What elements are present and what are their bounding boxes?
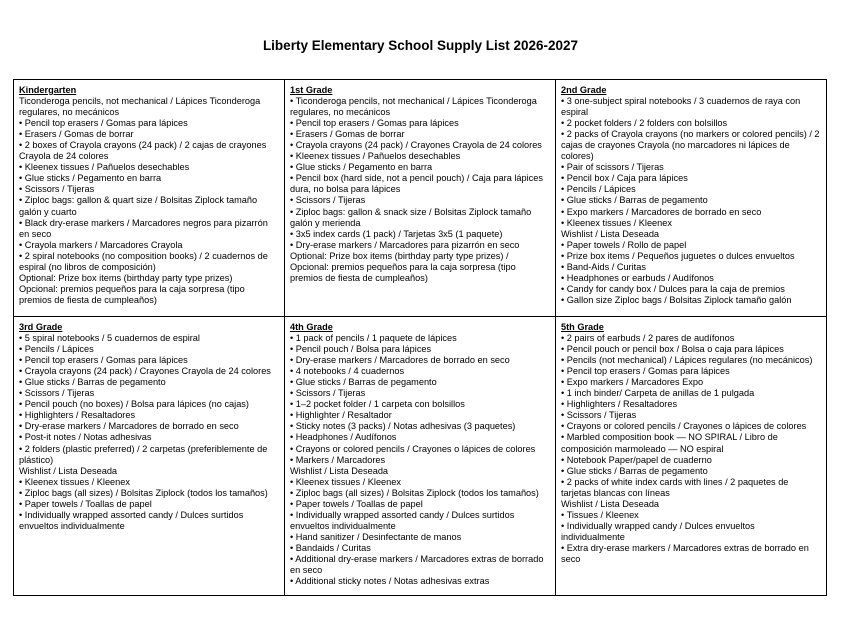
list-item: • Kleenex tissues / Pañuelos desechables <box>19 162 190 173</box>
list-item: • Scissors / Tijeras <box>19 184 95 195</box>
list-item: • Pencils / Lápices <box>19 344 94 355</box>
supply-list-table <box>13 79 827 596</box>
list-item: • 3x5 index cards (1 pack) / Tarjetas 3x5 (1 paquete) <box>290 228 503 239</box>
list-item: • Paper towels / Toallas de papel <box>19 498 152 509</box>
grade-cell-kindergarten <box>14 80 285 317</box>
list-item: • Crayons or colored pencils / Crayones o lápices de colores <box>561 421 807 432</box>
list-item: • 1 pack of pencils / 1 paquete de lápices <box>290 333 457 344</box>
list-item: Opcional: premios pequeños para la caja sorpresa (tipo premios de fiesta de cumpleaños) <box>19 283 245 305</box>
list-item: • Ziploc bags (all sizes) / Bolsitas Ziplock (todos los tamaños) <box>19 487 268 498</box>
list-item: Ticonderoga pencils, not mechanical / Lápices Ticonderoga regulares, no mecánicos <box>19 96 261 118</box>
grade-cell-5th <box>556 317 827 596</box>
list-item: • Pencil top erasers / Gomas para lápices <box>19 355 188 366</box>
list-item: • Pencil pouch (no boxes) / Bolsa para lápices (no cajas) <box>19 399 249 410</box>
page-title: Liberty Elementary School Supply List 2026-2027 <box>262 38 579 53</box>
list-item: • 5 spiral notebooks / 5 cuadernos de espiral <box>19 333 200 344</box>
list-item: • Scissors / Tijeras <box>290 388 366 399</box>
grade-heading: 2nd Grade <box>561 85 607 95</box>
list-item: • Pencil top erasers / Gomas para lápices <box>561 366 730 377</box>
list-item: Wishlist / Lista Deseada <box>19 465 118 476</box>
list-item: Wishlist / Lista Deseada <box>561 498 660 509</box>
list-item: • Pair of scissors / Tijeras <box>561 162 664 173</box>
list-item: • 2 pocket folders / 2 folders con bolsillos <box>561 118 728 129</box>
list-item: • Band-Aids / Curitas <box>561 261 646 272</box>
grade-heading: Kindergarten <box>19 85 77 95</box>
list-item: • Candy for candy box / Dulces para la caja de premios <box>561 283 785 294</box>
list-item: • Glue sticks / Pegamento en barra <box>19 173 162 184</box>
list-item: • Paper towels / Rollo de papel <box>561 239 687 250</box>
list-item: • Pencils (not mechanical) / Lápices regulares (no mecánicos) <box>561 355 813 366</box>
list-item: • Kleenex tissues / Kleenex <box>19 476 130 487</box>
list-item: • Highlighter / Resaltador <box>290 410 392 421</box>
list-item: • Glue sticks / Barras de pegamento <box>19 377 166 388</box>
list-item: • Kleenex tissues / Pañuelos desechables <box>290 151 461 162</box>
list-item: • Individually wrapped assorted candy / Dulces surtidos envueltos individualmente <box>19 509 244 531</box>
list-item: • Dry-erase markers / Marcadores de borrado en seco <box>19 421 239 432</box>
grade-cell-1st <box>285 80 556 317</box>
grade-heading: 1st Grade <box>290 85 333 95</box>
list-item: • Ziploc bags: gallon & quart size / Bolsitas Ziplock tamaño galón y cuarto <box>19 195 258 217</box>
list-item: • Pencil box / Caja para lápices <box>561 173 688 184</box>
list-item: • Post-it notes / Notas adhesivas <box>19 432 152 443</box>
list-item: • Pencils / Lápices <box>561 184 636 195</box>
list-item: Wishlist / Lista Deseada <box>561 228 660 239</box>
list-item: Optional: Prize box items (birthday party type prizes) <box>19 272 233 283</box>
list-item: • Marbled composition book — NO SPIRAL / Libro de composición marmoleado — NO espiral <box>561 432 778 454</box>
list-item: • Notebook Paper/papel de cuaderno <box>561 454 712 465</box>
list-item: • Markers / Marcadores <box>290 454 386 465</box>
list-item: • Individually wrapped assorted candy / Dulces surtidos envueltos individualmente <box>290 509 515 531</box>
list-item: • Highlighters / Resaltadores <box>19 410 136 421</box>
list-item: • 1 inch binder/ Carpeta de anillas de 1 pulgada <box>561 388 755 399</box>
list-item: • Pencil top erasers / Gomas para lápices <box>290 118 459 129</box>
list-item: • 2 folders (plastic preferred) / 2 carpetas (preferiblemente de plástico) <box>19 443 268 465</box>
list-item: • Crayola crayons (24 pack) / Crayones Crayola de 24 colores <box>290 140 542 151</box>
list-item: • Pencil top erasers / Gomas para lápices <box>19 118 188 129</box>
list-item: • Additional dry-erase markers / Marcadores extras de borrado en seco <box>290 553 544 576</box>
grade-heading: 5th Grade <box>561 322 604 332</box>
list-item: • Pencil pouch / Bolsa para lápices <box>290 344 432 355</box>
list-item: • Sticky notes (3 packs) / Notas adhesivas (3 paquetes) <box>290 421 516 432</box>
table-row <box>14 317 827 596</box>
list-item: • 2 spiral notebooks (no composition books) / 2 cuadernos de espiral (no libros de composición) <box>19 250 268 272</box>
list-item: • Pencil box (hard side, not a pencil pouch) / Caja para lápices dura, no bolsa para lápices <box>290 173 543 195</box>
list-item: Wishlist / Lista Deseada <box>290 465 389 476</box>
list-item: • Crayola markers / Marcadores Crayola <box>19 239 183 250</box>
list-item: • Additional sticky notes / Notas adhesivas extras <box>290 576 490 587</box>
list-item: • Hand sanitizer / Desinfectante de manos <box>290 531 462 542</box>
list-item: • Headphones / Audífonos <box>290 432 397 443</box>
list-item: • Ziploc bags (all sizes) / Bolsitas Ziplock (todos los tamaños) <box>290 487 539 498</box>
list-item: • Ziploc bags: gallon & snack size / Bolsitas Ziplock tamaño galón y merienda <box>290 206 532 228</box>
list-item: • Highlighters / Resaltadores <box>561 399 678 410</box>
list-item: • Kleenex tissues / Kleenex <box>290 476 401 487</box>
table-row <box>14 80 827 317</box>
list-item: • Extra dry-erase markers / Marcadores extras de borrado en seco <box>561 542 809 564</box>
list-item: • Expo markers / Marcadores de borrado en seco <box>561 206 762 217</box>
grade-cell-2nd <box>556 80 827 317</box>
list-item: • Erasers / Gomas de borrar <box>290 129 405 140</box>
list-item: • Headphones or earbuds / Audífonos <box>561 272 714 283</box>
list-item: • 2 boxes of Crayola crayons (24 pack) / 2 cajas de crayones Crayola de 24 colores <box>19 140 267 162</box>
grade-heading: 3rd Grade <box>19 322 63 332</box>
list-item: • Bandaids / Curitas <box>290 542 371 553</box>
grade-cell-3rd <box>14 317 285 596</box>
list-item: Opcional: premios pequeños para la caja sorpresa (tipo premios de fiesta de cumpleaños) <box>290 261 516 283</box>
list-item: • 1–2 pocket folder / 1 carpeta con bolsillos <box>290 399 465 410</box>
list-item: • Scissors / Tijeras <box>290 195 366 206</box>
list-item: • 3 one-subject spiral notebooks / 3 cuadernos de raya con espiral <box>561 96 801 118</box>
list-item: Optional: Prize box items (birthday party type prizes) / <box>290 250 509 261</box>
list-item: • Paper towels / Toallas de papel <box>290 498 423 509</box>
list-item: • Glue sticks / Pegamento en barra <box>290 162 433 173</box>
list-item: • Glue sticks / Barras de pegamento <box>290 377 437 388</box>
list-item: • 2 packs of white index cards with lines / 2 paquetes de tarjetas blancas con líneas <box>561 476 789 498</box>
grade-cell-4th <box>285 317 556 596</box>
list-item: • Individually wrapped candy / Dulces envueltos individualmente <box>561 520 755 542</box>
list-item: • Expo markers / Marcadores Expo <box>561 377 704 388</box>
list-item: • Dry-erase markers / Marcadores de borrado en seco <box>290 355 510 366</box>
list-item: • Black dry-erase markers / Marcadores negros para pizarrón en seco <box>19 217 268 239</box>
list-item: • 4 notebooks / 4 cuadernos <box>290 366 405 377</box>
list-item: • Scissors / Tijeras <box>19 388 95 399</box>
list-item: • Ticonderoga pencils, not mechanical / Lápices Ticonderoga regulares, no mecánicos <box>290 96 537 118</box>
list-item: • Scissors / Tijeras <box>561 410 637 421</box>
list-item: • 2 packs of Crayola crayons (no markers or colored pencils) / 2 cajas de crayones Crayola (no marcadores ni lápices de colores) <box>561 129 820 162</box>
list-item: • Gallon size Ziploc bags / Bolsitas Ziplock tamaño galón <box>561 294 792 305</box>
list-item: • Glue sticks / Barras de pegamento <box>561 465 708 476</box>
grade-heading: 4th Grade <box>290 322 333 332</box>
list-item: • Tissues / Kleenex <box>561 509 639 520</box>
list-item: • Prize box items / Pequeños juguetes o dulces envueltos <box>561 250 795 261</box>
list-item: • Kleenex tissues / Kleenex <box>561 217 672 228</box>
list-item: • Crayola crayons (24 pack) / Crayones Crayola de 24 colores <box>19 366 271 377</box>
list-item: • Crayons or colored pencils / Crayones o lápices de colores <box>290 443 536 454</box>
list-item: • 2 pairs of earbuds / 2 pares de audífonos <box>561 333 735 344</box>
list-item: • Pencil pouch or pencil box / Bolsa o caja para lápices <box>561 344 784 355</box>
list-item: • Glue sticks / Barras de pegamento <box>561 195 708 206</box>
list-item: • Dry-erase markers / Marcadores para pizarrón en seco <box>290 239 520 250</box>
list-item: • Erasers / Gomas de borrar <box>19 129 134 140</box>
